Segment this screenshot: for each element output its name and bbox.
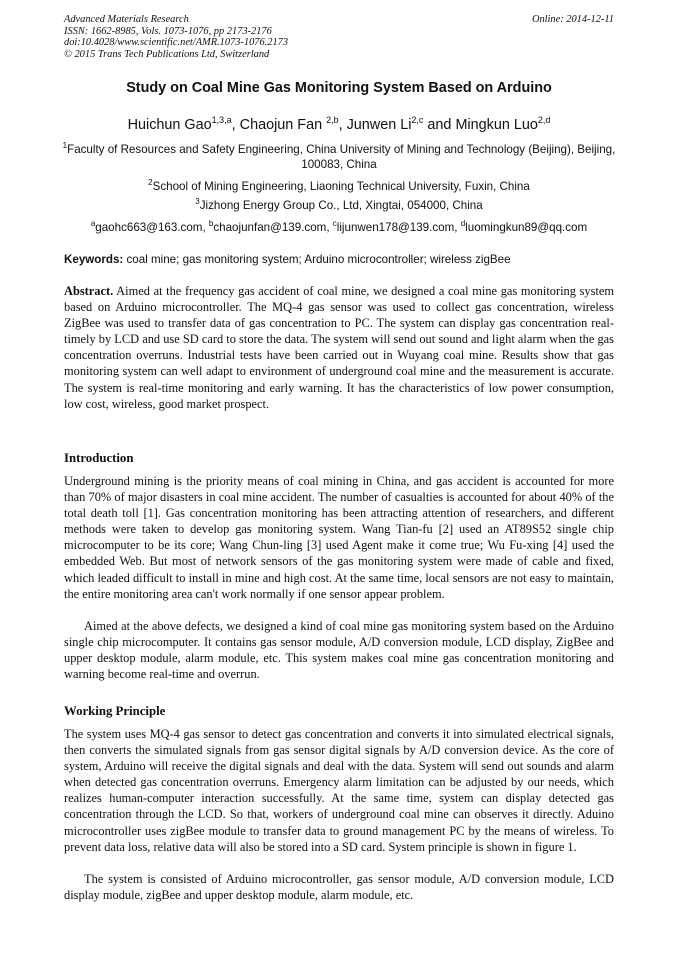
affiliation-sup: 3 [195, 197, 200, 206]
email-link[interactable]: lijunwen178@139.com [336, 220, 455, 234]
working-principle-paragraph-1: The system uses MQ-4 gas sensor to detect gas concentration and converts it into simulated electrical signals, then converts the simulated signals from gas sensor digital signals by A/D conversion device. As the core of system, Arduino will receive the digital signals and deal with the data. System will send out sounds and alarm when detected gas concentration overruns. Emergency alarm limitation can be adjusted by our needs, which realizes human-computer interaction successfully. At the same time, system can display detected gas concentration through the LCD. So that, workers of underground coal mine can observes it directly. Aduino microcontroller uses zigBee module to transfer data to ground management PC by the means of wireless. To prevent data loss, relative data will also be stored into a SD card. System principle is shown in figure 1. [64, 727, 614, 854]
journal-name: Advanced Materials Research [64, 14, 189, 25]
email-sep: , [454, 220, 461, 234]
keywords-line [64, 253, 614, 266]
email-link[interactable]: chaojunfan@139.com [213, 220, 327, 234]
copyright-line: © 2015 Trans Tech Publications Ltd, Switzerland [64, 48, 270, 60]
email-sup: c [332, 219, 337, 228]
doi-line: doi:10.4028/www.scientific.net/AMR.1073-1076.2173 [64, 37, 289, 49]
abstract-text: Aimed at the frequency gas accident of coal mine, we designed a coal mine gas monitoring system based on Arduino microcontroller. The MQ-4 gas sensor was used to collect gas concentration, wireless ZigBee was used to transfer data of gas concentration to PC. The system can display gas concentration real-timely by LCD and use SD card to store the data. The system will send out sound and light alarm when the gas concentration overruns. Industrial tests have been carried out in Wuyang coal mine. Results show that gas monitoring system can well adapt to environment of underground coal mine and the measurement is accurate. The system is real-time monitoring and early warning. It has the characteristics of low power consumption, low cost, wireless, good market prospect. [64, 284, 614, 411]
email-sup: d [460, 219, 466, 228]
author-sup: 2,d [537, 115, 551, 125]
email-list [40, 216, 638, 235]
issn-line: ISSN: 1662-8985, Vols. 1073-1076, pp 2173-2176 [64, 25, 272, 37]
author-sup: 1,3,a [211, 115, 232, 125]
working-principle-heading: Working Principle [64, 704, 166, 718]
author-sep: , [231, 116, 240, 133]
working-principle-paragraph-2: The system is consisted of Arduino microcontroller, gas sensor module, A/D conversion module, LCD display module, zigBee and upper desktop module, alarm module, etc. [64, 872, 614, 903]
email-sup: a [90, 219, 96, 228]
author-name: Huichun Gao [127, 116, 212, 133]
email-sep: , [202, 220, 209, 234]
affiliation-text: Faculty of Resources and Safety Engineering, China University of Mining and Technology (Beijing), Beijing, 100083, China [67, 142, 616, 172]
affiliation-sup: 1 [62, 141, 68, 150]
journal-header [64, 14, 614, 60]
paper-title: Study on Coal Mine Gas Monitoring System Based on Arduino [126, 80, 552, 96]
email-link[interactable]: luomingkun89@qq.com [465, 220, 588, 234]
affiliation-sup: 2 [148, 178, 153, 187]
introduction-paragraph-2: Aimed at the above defects, we designed a kind of coal mine gas monitoring system based on the Arduino single chip microcomputer. It contains gas sensor module, A/D conversion module, LCD display, ZigBee and upper desktop module, alarm module, etc. This system makes coal mine gas concentration monitoring and warning become real-time and overrun. [64, 619, 614, 682]
author-sup: 2,c [411, 115, 424, 125]
keywords-label: Keywords: [64, 253, 124, 266]
introduction-paragraph-1: Underground mining is the priority means of coal mining in China, and gas accident is accounted for more than 70% of major disasters in coal mine accident. The number of casualties is accounted for about 40% of the total death toll [1]. Gas concentration monitoring has been attracting attention of researchers, and different methods were taken to develop gas monitoring system. Wang Tian-fu [2] used an AT89S52 single chip microcomputer to be its core; Wang Chun-ling [3] used Agent make it come true; Wu Fu-xing [4] used the embedded Web. But most of network sensors of the gas monitoring system were made of cable and fixed, which leaded difficult to install in mine and high cost. At the same time, local sensors are not easy to maintain, the entire monitoring area can't work normally if one sensor appear problem. [64, 474, 614, 601]
online-date: Online: 2014-12-11 [531, 14, 614, 25]
email-link[interactable]: gaohc663@163.com [95, 220, 203, 234]
email-sup: b [208, 219, 214, 228]
email-sep: , [326, 220, 333, 234]
affiliation-text: Jizhong Energy Group Co., Ltd, Xingtai, 054000, China [199, 198, 483, 212]
author-name: Chaojun Fan [239, 116, 327, 133]
author-sup: 2,b [326, 115, 339, 125]
keywords-text: coal mine; gas monitoring system; Arduino microcontroller; wireless zigBee [123, 253, 511, 266]
author-name: Mingkun Luo [455, 116, 538, 133]
abstract-label: Abstract. [64, 284, 114, 298]
affiliation-2 [56, 175, 622, 194]
affiliation-3 [56, 194, 622, 213]
author-name: Junwen Li [346, 116, 412, 133]
author-sep: , [338, 116, 347, 133]
abstract-paragraph [64, 283, 614, 412]
introduction-heading: Introduction [64, 451, 134, 465]
author-sep: and [423, 116, 456, 133]
author-list [40, 115, 638, 133]
affiliation-text: School of Mining Engineering, Liaoning Technical University, Fuxin, China [152, 179, 530, 193]
affiliation-1 [56, 138, 622, 173]
